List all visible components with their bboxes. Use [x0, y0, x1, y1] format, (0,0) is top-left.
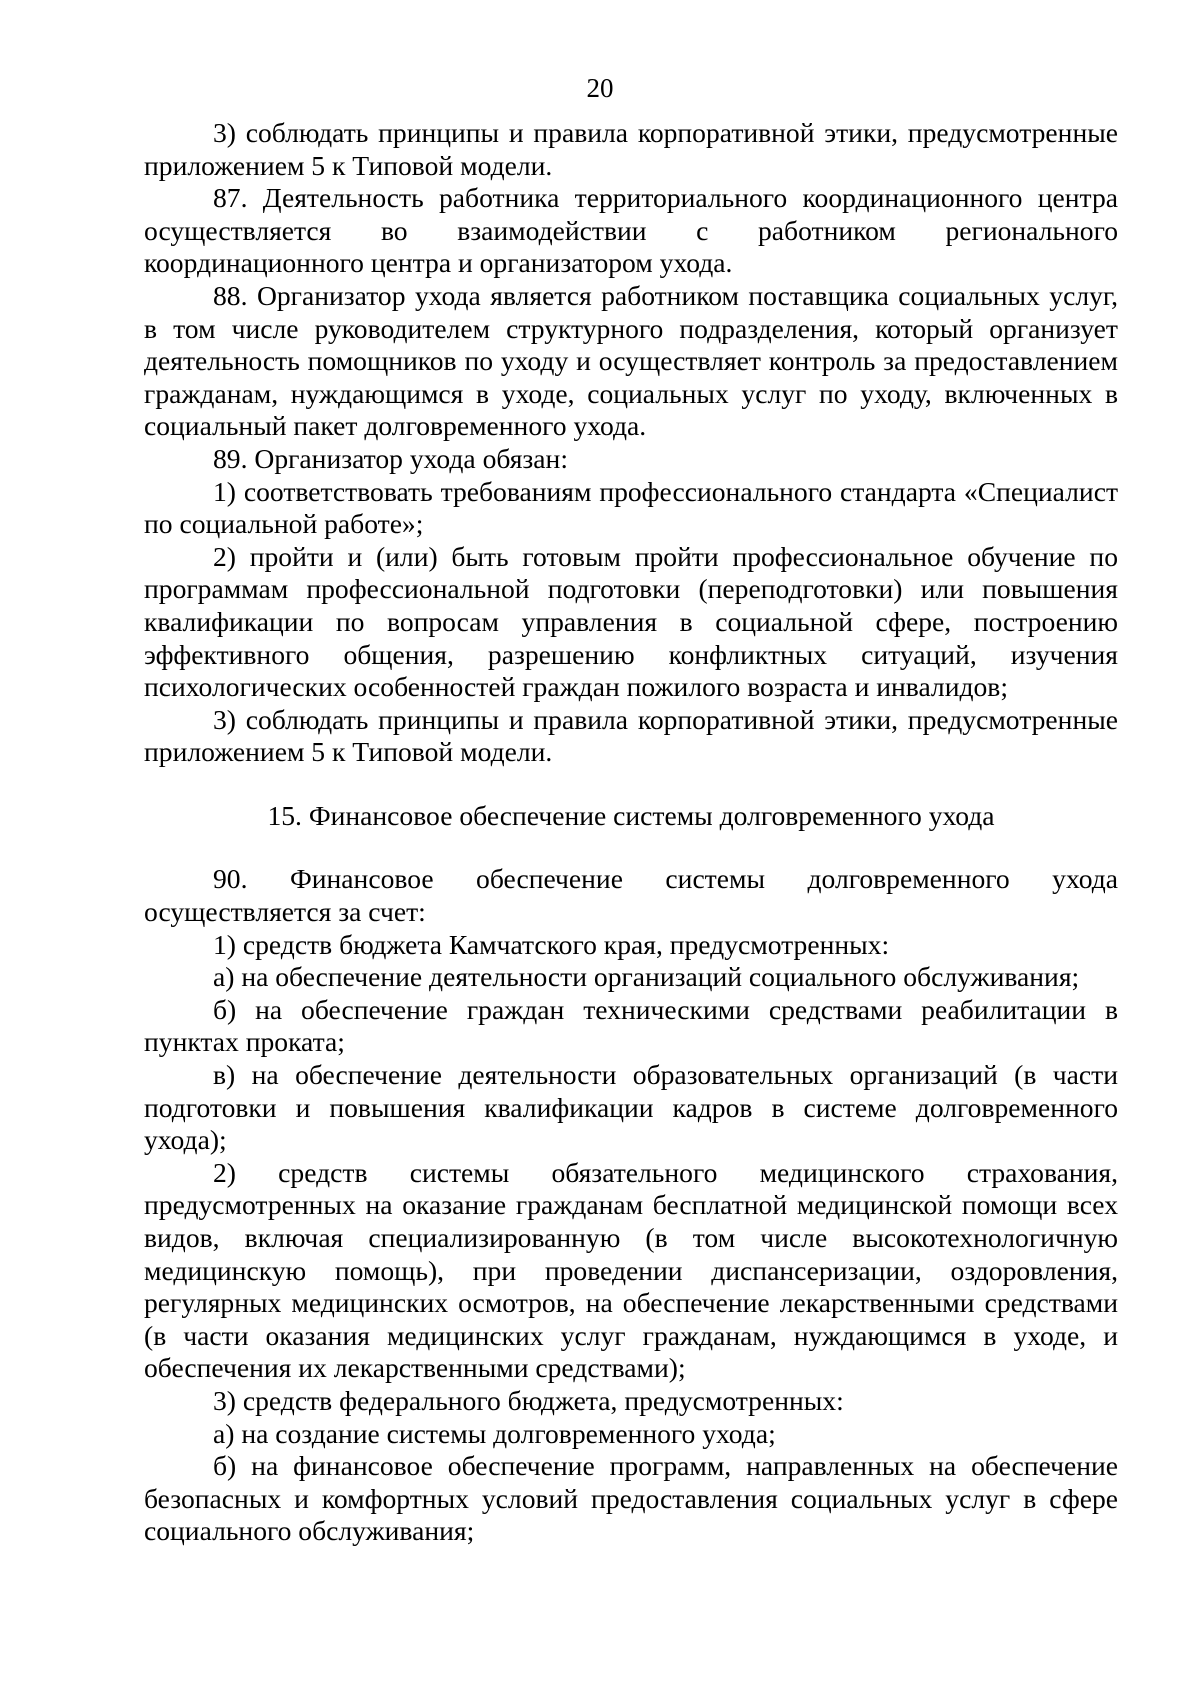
- paragraph: 87. Деятельность работника территориального координационного центра осуществляется во взаимодействии с работником регионального координационного центра и организатором ухода.: [144, 182, 1118, 279]
- paragraph: 89. Организатор ухода обязан:: [213, 442, 568, 474]
- paragraph: 3) соблюдать принципы и правила корпоративной этики, предусмотренные приложением 5 к Типовой модели.: [144, 117, 1118, 181]
- paragraph: 3) соблюдать принципы и правила корпоративной этики, предусмотренные приложением 5 к Типовой модели.: [144, 703, 1118, 768]
- paragraph: б) на финансовое обеспечение программ, направленных на обеспечение безопасных и комфортных условий предоставления социальных услуг в сфере социального обслуживания;: [144, 1450, 1118, 1547]
- document-body: [144, 117, 1118, 1548]
- paragraph: 2) средств системы обязательного медицинского страхования, предусмотренных на оказание гражданам бесплатной медицинской помощи всех видов, включая специализированную (в том числе высокотехнологичную медицинскую помощь), при проведении диспансеризации, оздоровления, регулярных медицинских осмотров, на обеспечение лекарственными средствами (в части оказания медицинских услуг гражданам, нуждающимся в уходе, и обеспечения их лекарственными средствами);: [144, 1156, 1118, 1384]
- paragraph: 88. Организатор ухода является работником поставщика социальных услуг, в том числе руководителем структурного подразделения, который организует деятельность помощников по уходу и осуществляет контроль за предоставлением гражданам, нуждающимся в уходе, социальных услуг по уходу, включенных в социальный пакет долговременного ухода.: [144, 279, 1118, 442]
- paragraph: 1) средств бюджета Камчатского края, предусмотренных:: [213, 928, 890, 960]
- paragraph: 2) пройти и (или) быть готовым пройти профессиональное обучение по программам профессиональной подготовки (переподготовки) или повышения квалификации по вопросам управления в социальной сфере, построению эффективного общения, разрешению конфликтных ситуаций, изучения психологических особенностей граждан пожилого возраста и инвалидов;: [144, 540, 1118, 703]
- paragraph: а) на обеспечение деятельности организаций социального обслуживания;: [213, 961, 1080, 993]
- paragraph: в) на обеспечение деятельности образовательных организаций (в части подготовки и повышения квалификации кадров в системе долговременного ухода);: [144, 1059, 1118, 1156]
- paragraph: 3) средств федерального бюджета, предусмотренных:: [213, 1384, 844, 1416]
- paragraph: а) на создание системы долговременного ухода;: [213, 1417, 776, 1449]
- page-number: 20: [586, 73, 614, 103]
- paragraph: б) на обеспечение граждан техническими средствами реабилитации в пунктах проката;: [144, 993, 1118, 1058]
- paragraph: 90. Финансовое обеспечение системы долговременного ухода осуществляется за счет:: [144, 863, 1118, 928]
- paragraph: 1) соответствовать требованиям профессионального стандарта «Специалист по социальной работе»;: [144, 475, 1118, 540]
- section-heading: 15. Финансовое обеспечение системы долговременного ухода: [267, 799, 995, 831]
